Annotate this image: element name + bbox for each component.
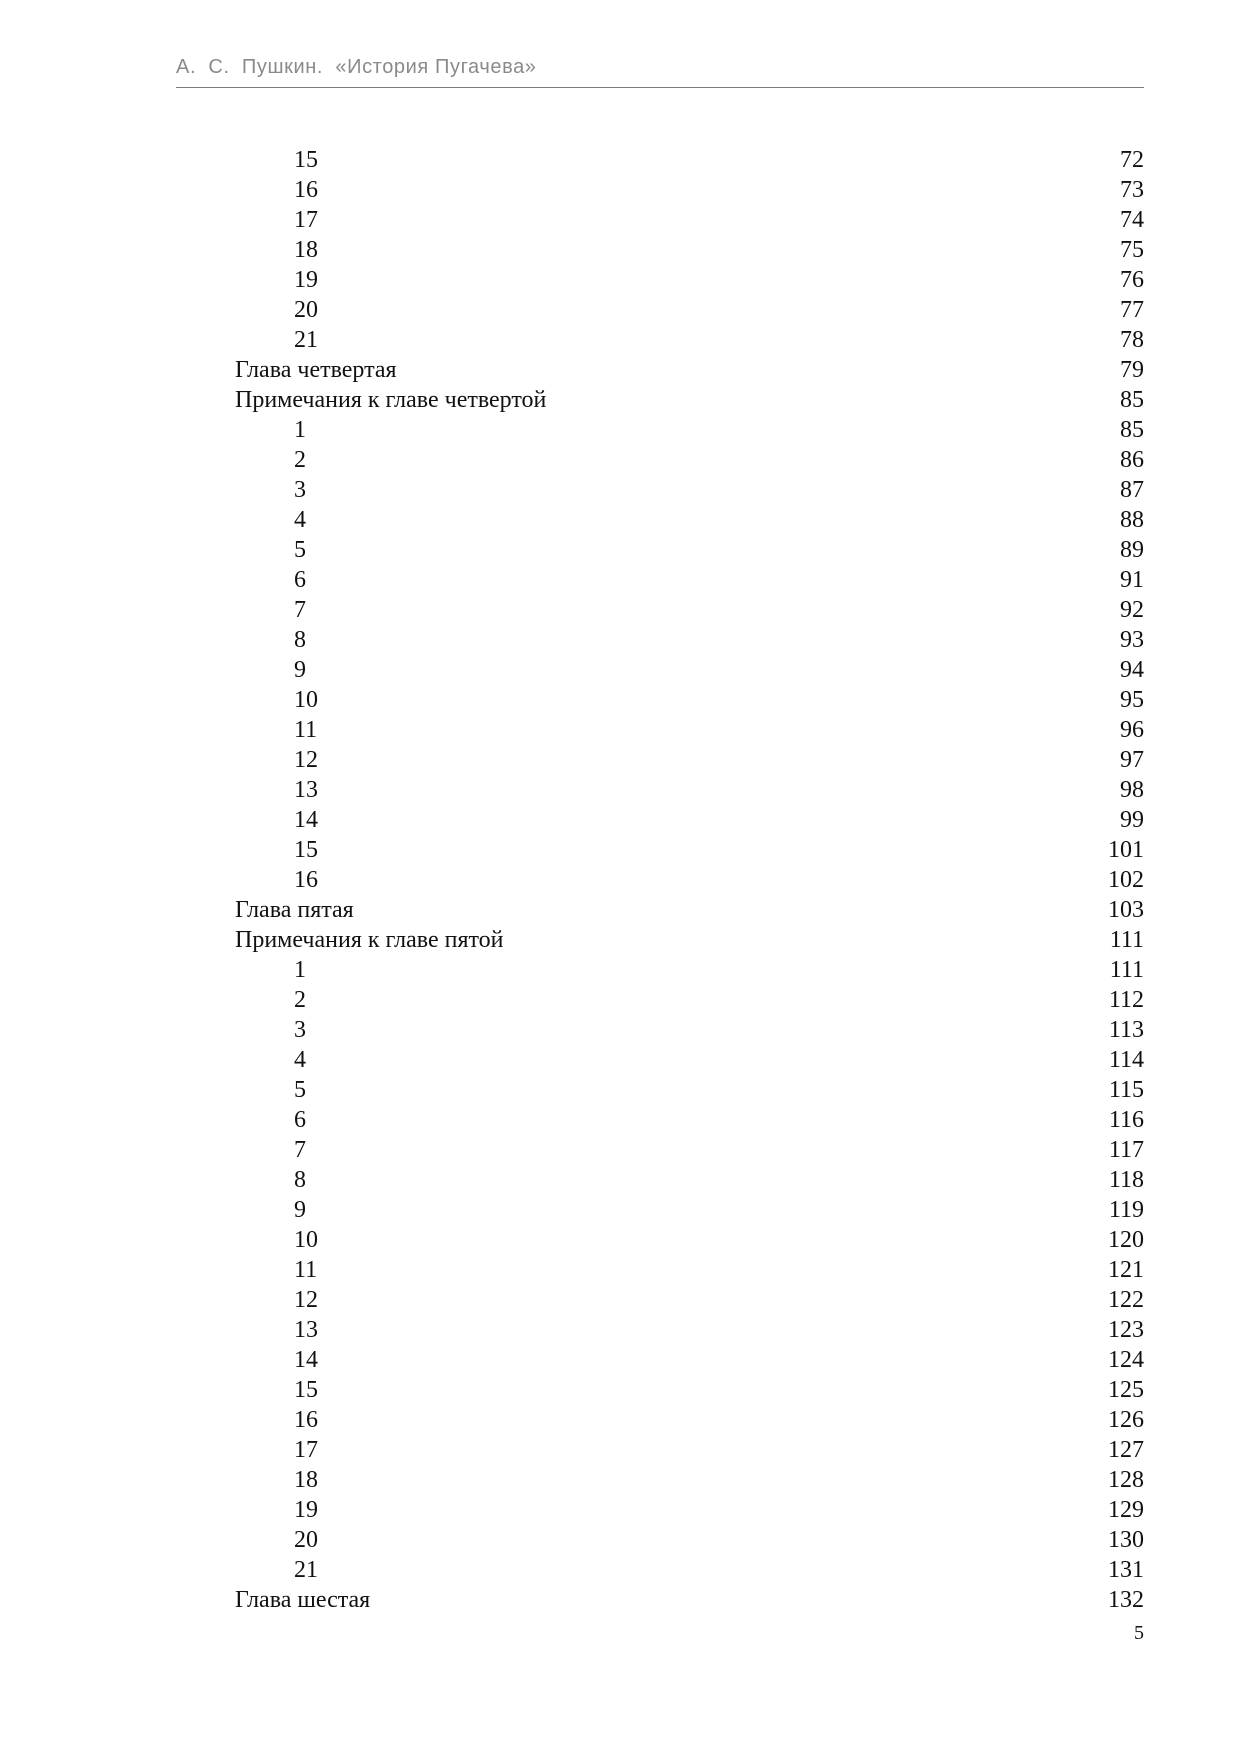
toc-entry-title: Глава шестая bbox=[235, 1587, 371, 1613]
toc-entry-title: 20 bbox=[294, 297, 318, 323]
toc-entry-page: 72 bbox=[1120, 147, 1144, 173]
toc-entry-title: 3 bbox=[294, 1017, 306, 1043]
page-number: 5 bbox=[1134, 1622, 1144, 1644]
toc-entry-title: 2 bbox=[294, 447, 306, 473]
toc-entry-title: 18 bbox=[294, 1467, 318, 1493]
toc-entry-page: 119 bbox=[1108, 1197, 1144, 1223]
toc-entry-page: 121 bbox=[1108, 1257, 1144, 1283]
toc-entry-title: 9 bbox=[294, 1197, 306, 1223]
toc-entry-page: 122 bbox=[1108, 1287, 1144, 1313]
toc-entry-title: 6 bbox=[294, 567, 306, 593]
toc-entry-page: 120 bbox=[1108, 1227, 1144, 1253]
toc-entry-title: 11 bbox=[294, 1257, 318, 1283]
toc-note-entry bbox=[0, 445, 1241, 475]
toc-entry-title: 15 bbox=[294, 837, 318, 863]
toc-entry-page: 85 bbox=[1120, 417, 1144, 443]
toc-entry-page: 92 bbox=[1120, 597, 1144, 623]
toc-note-entry bbox=[0, 1225, 1241, 1255]
toc-chapter-entry bbox=[0, 925, 1241, 955]
toc-note-entry bbox=[0, 1375, 1241, 1405]
toc-note-entry bbox=[0, 1105, 1241, 1135]
toc-note-entry bbox=[0, 295, 1241, 325]
toc-chapter-entry bbox=[0, 385, 1241, 415]
toc-entry-page: 131 bbox=[1108, 1557, 1144, 1583]
toc-entry-page: 87 bbox=[1120, 477, 1144, 503]
toc-entry-page: 132 bbox=[1108, 1587, 1144, 1613]
toc-entry-title: Глава пятая bbox=[235, 897, 354, 923]
toc-entry-title: 20 bbox=[294, 1527, 318, 1553]
toc-entry-page: 113 bbox=[1108, 1017, 1144, 1043]
toc-note-entry bbox=[0, 685, 1241, 715]
toc-note-entry bbox=[0, 955, 1241, 985]
toc-entry-title: 17 bbox=[294, 207, 318, 233]
toc-entry-title: 12 bbox=[294, 1287, 318, 1313]
toc-entry-page: 102 bbox=[1108, 867, 1144, 893]
toc-entry-title: 14 bbox=[294, 807, 318, 833]
toc-entry-title: 1 bbox=[294, 417, 306, 443]
toc-note-entry bbox=[0, 535, 1241, 565]
toc-note-entry bbox=[0, 235, 1241, 265]
toc-note-entry bbox=[0, 1285, 1241, 1315]
toc-entry-page: 86 bbox=[1120, 447, 1144, 473]
toc-entry-page: 117 bbox=[1108, 1137, 1144, 1163]
toc-note-entry bbox=[0, 1495, 1241, 1525]
toc-entry-title: 15 bbox=[294, 147, 318, 173]
toc-note-entry bbox=[0, 835, 1241, 865]
toc-entry-title: 3 bbox=[294, 477, 306, 503]
toc-entry-page: 78 bbox=[1120, 327, 1144, 353]
toc-entry-title: 18 bbox=[294, 237, 318, 263]
toc-entry-page: 115 bbox=[1108, 1077, 1144, 1103]
toc-note-entry bbox=[0, 985, 1241, 1015]
toc-entry-title: 4 bbox=[294, 507, 306, 533]
toc-entry-title: 7 bbox=[294, 597, 306, 623]
toc-note-entry bbox=[0, 145, 1241, 175]
toc-entry-title: 10 bbox=[294, 687, 318, 713]
toc-entry-page: 88 bbox=[1120, 507, 1144, 533]
toc-entry-page: 89 bbox=[1120, 537, 1144, 563]
toc-entry-page: 79 bbox=[1120, 357, 1144, 383]
toc-entry-page: 123 bbox=[1108, 1317, 1144, 1343]
toc-entry-title: 12 bbox=[294, 747, 318, 773]
toc-entry-title: 11 bbox=[294, 717, 318, 743]
toc-entry-title: 7 bbox=[294, 1137, 306, 1163]
toc-entry-title: 16 bbox=[294, 1407, 318, 1433]
toc-entry-page: 93 bbox=[1120, 627, 1144, 653]
toc-entry-page: 91 bbox=[1120, 567, 1144, 593]
toc-entry-page: 114 bbox=[1108, 1047, 1144, 1073]
toc-entry-title: 4 bbox=[294, 1047, 306, 1073]
toc-entry-title: 6 bbox=[294, 1107, 306, 1133]
toc-note-entry bbox=[0, 865, 1241, 895]
toc-note-entry bbox=[0, 325, 1241, 355]
toc-entry-page: 85 bbox=[1120, 387, 1144, 413]
toc-entry-page: 126 bbox=[1108, 1407, 1144, 1433]
toc-note-entry bbox=[0, 1465, 1241, 1495]
toc-entry-title: Глава четвертая bbox=[235, 357, 397, 383]
toc-entry-title: 2 bbox=[294, 987, 306, 1013]
toc-note-entry bbox=[0, 745, 1241, 775]
toc-entry-title: 19 bbox=[294, 267, 318, 293]
toc-entry-page: 74 bbox=[1120, 207, 1144, 233]
toc-note-entry bbox=[0, 565, 1241, 595]
toc-note-entry bbox=[0, 175, 1241, 205]
toc-note-entry bbox=[0, 475, 1241, 505]
toc-entry-page: 101 bbox=[1108, 837, 1144, 863]
toc-entry-page: 112 bbox=[1108, 987, 1144, 1013]
toc-entry-page: 98 bbox=[1120, 777, 1144, 803]
toc-note-entry bbox=[0, 625, 1241, 655]
toc-entry-title: 13 bbox=[294, 777, 318, 803]
toc-entry-title: 8 bbox=[294, 1167, 306, 1193]
table-of-contents bbox=[0, 145, 1241, 1615]
toc-entry-title: Примечания к главе четвертой bbox=[235, 387, 547, 413]
toc-entry-page: 97 bbox=[1120, 747, 1144, 773]
toc-entry-page: 116 bbox=[1108, 1107, 1144, 1133]
toc-entry-page: 76 bbox=[1120, 267, 1144, 293]
toc-note-entry bbox=[0, 505, 1241, 535]
toc-entry-title: 21 bbox=[294, 1557, 318, 1583]
toc-entry-title: 5 bbox=[294, 1077, 306, 1103]
toc-note-entry bbox=[0, 595, 1241, 625]
toc-entry-page: 99 bbox=[1120, 807, 1144, 833]
toc-note-entry bbox=[0, 265, 1241, 295]
toc-entry-title: 19 bbox=[294, 1497, 318, 1523]
toc-note-entry bbox=[0, 1435, 1241, 1465]
toc-entry-page: 75 bbox=[1120, 237, 1144, 263]
toc-note-entry bbox=[0, 415, 1241, 445]
toc-entry-title: 14 bbox=[294, 1347, 318, 1373]
toc-entry-page: 111 bbox=[1109, 927, 1144, 953]
toc-entry-page: 94 bbox=[1120, 657, 1144, 683]
toc-entry-page: 118 bbox=[1108, 1167, 1144, 1193]
toc-entry-title: Примечания к главе пятой bbox=[235, 927, 504, 953]
toc-note-entry bbox=[0, 1315, 1241, 1345]
toc-chapter-entry bbox=[0, 355, 1241, 385]
toc-entry-title: 17 bbox=[294, 1437, 318, 1463]
toc-note-entry bbox=[0, 205, 1241, 235]
toc-chapter-entry bbox=[0, 895, 1241, 925]
toc-chapter-entry bbox=[0, 1585, 1241, 1615]
toc-entry-page: 77 bbox=[1120, 297, 1144, 323]
toc-entry-page: 128 bbox=[1108, 1467, 1144, 1493]
toc-note-entry bbox=[0, 1015, 1241, 1045]
toc-note-entry bbox=[0, 1555, 1241, 1585]
toc-entry-title: 15 bbox=[294, 1377, 318, 1403]
toc-entry-page: 111 bbox=[1109, 957, 1144, 983]
toc-entry-page: 95 bbox=[1120, 687, 1144, 713]
toc-note-entry bbox=[0, 655, 1241, 685]
toc-note-entry bbox=[0, 1075, 1241, 1105]
toc-note-entry bbox=[0, 805, 1241, 835]
toc-entry-page: 125 bbox=[1108, 1377, 1144, 1403]
toc-entry-page: 96 bbox=[1120, 717, 1144, 743]
toc-entry-title: 9 bbox=[294, 657, 306, 683]
toc-entry-title: 10 bbox=[294, 1227, 318, 1253]
toc-entry-page: 73 bbox=[1120, 177, 1144, 203]
toc-entry-title: 1 bbox=[294, 957, 306, 983]
toc-note-entry bbox=[0, 715, 1241, 745]
toc-entry-title: 16 bbox=[294, 177, 318, 203]
toc-entry-title: 16 bbox=[294, 867, 318, 893]
toc-entry-page: 130 bbox=[1108, 1527, 1144, 1553]
toc-entry-title: 21 bbox=[294, 327, 318, 353]
toc-note-entry bbox=[0, 1525, 1241, 1555]
toc-entry-page: 127 bbox=[1108, 1437, 1144, 1463]
toc-note-entry bbox=[0, 1345, 1241, 1375]
toc-note-entry bbox=[0, 1195, 1241, 1225]
toc-entry-page: 129 bbox=[1108, 1497, 1144, 1523]
toc-entry-title: 13 bbox=[294, 1317, 318, 1343]
toc-note-entry bbox=[0, 1255, 1241, 1285]
toc-entry-title: 5 bbox=[294, 537, 306, 563]
toc-entry-page: 103 bbox=[1108, 897, 1144, 923]
toc-note-entry bbox=[0, 775, 1241, 805]
toc-note-entry bbox=[0, 1165, 1241, 1195]
toc-note-entry bbox=[0, 1405, 1241, 1435]
toc-entry-page: 124 bbox=[1108, 1347, 1144, 1373]
toc-entry-title: 8 bbox=[294, 627, 306, 653]
running-header: А. С. Пушкин. «История Пугачева» bbox=[176, 56, 537, 78]
toc-note-entry bbox=[0, 1045, 1241, 1075]
toc-note-entry bbox=[0, 1135, 1241, 1165]
header-rule bbox=[176, 87, 1144, 88]
